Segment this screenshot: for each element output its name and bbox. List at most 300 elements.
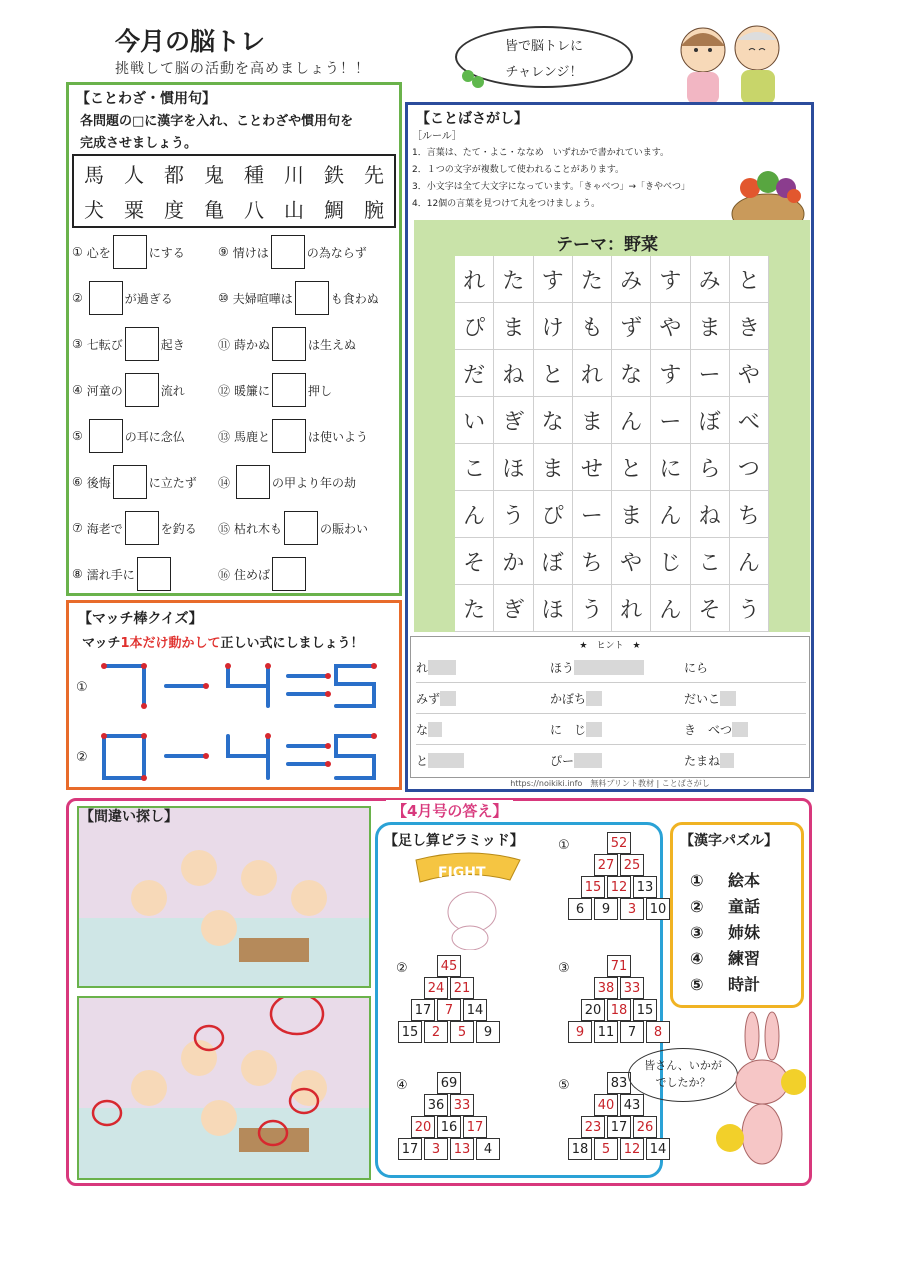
answer-box[interactable] [113, 235, 147, 269]
hint-item [684, 683, 806, 714]
word-search-cell[interactable]: ー [573, 491, 612, 538]
rabbit-cheer-illustration [716, 1010, 806, 1178]
kanji-choice: 山 [284, 198, 304, 222]
kanji-answer-word: 時計 [728, 975, 761, 994]
word-search-cell[interactable]: だ [455, 350, 494, 397]
word-search-cell[interactable]: ち [573, 538, 612, 585]
kotowaza-question [72, 278, 232, 318]
pyramid-cell: 83 [607, 1072, 631, 1094]
question-number: ⑥ [72, 475, 83, 489]
match-stick [288, 746, 328, 764]
answer-box[interactable] [272, 419, 306, 453]
question-number: ⑫ [218, 383, 231, 398]
hint-blank [428, 660, 456, 675]
kanji-answer-word: 姉妹 [728, 923, 761, 942]
question-prefix: 後悔 [86, 475, 111, 490]
word-search-cell[interactable]: ぼ [691, 397, 730, 444]
hint-text: たまね [684, 754, 721, 768]
hint-title: ★ ヒント ★ [579, 641, 641, 651]
match-stick [336, 736, 374, 778]
rules-list [412, 145, 732, 213]
word-search-cell[interactable]: こ [455, 444, 494, 491]
kanji-choice: 亀 [204, 198, 224, 222]
match-instruction-post: 正しい式にしましょう！ [220, 636, 364, 651]
hint-text: にら [684, 660, 709, 675]
hint-item [550, 652, 684, 683]
question-prefix: 夫婦喧嘩は [232, 291, 293, 306]
hint-blank [586, 722, 602, 737]
question-suffix: 起き [160, 337, 185, 352]
question-prefix: 濡れ手に [86, 567, 135, 582]
hint-item [416, 745, 550, 776]
answer-box[interactable] [284, 511, 318, 545]
question-suffix: は使いよう [308, 429, 369, 444]
hint-item [684, 652, 806, 683]
kotowaza-question [218, 232, 400, 272]
kotowaza-question [72, 370, 232, 410]
pyramid-cell: 6 [568, 898, 592, 920]
hint-text: き べつ [684, 722, 733, 737]
pyramid-cell: 25 [620, 854, 644, 876]
word-search-cell[interactable]: き [730, 303, 769, 350]
kanji-choice: 種 [244, 163, 264, 187]
kanji-answer-number: ④ [690, 949, 704, 968]
question-prefix: 住めば [234, 567, 271, 582]
hint-item [550, 683, 684, 714]
match-equations [96, 660, 392, 784]
word-search-cell[interactable]: ま [612, 491, 651, 538]
hint-text: みず [416, 691, 441, 706]
kotowaza-question [72, 462, 232, 502]
kotowaza-question [218, 370, 400, 410]
question-prefix: 情けは [232, 245, 269, 260]
pyramid-cell: 8 [646, 1021, 670, 1043]
kanji-choice: 都 [164, 163, 184, 187]
word-search-grid [455, 256, 769, 632]
bubble-line-1: 皆で脳トレに [504, 39, 583, 54]
kanji-choice: 人 [124, 163, 144, 187]
pyramid-number: ② [396, 961, 408, 976]
kanji-choice-grid [72, 154, 396, 228]
word-search-cell[interactable]: ほ [494, 444, 533, 491]
word-search-cell[interactable]: う [494, 491, 533, 538]
word-search-cell[interactable]: ぴ [455, 303, 494, 350]
word-search-cell[interactable]: せ [573, 444, 612, 491]
answer-box[interactable] [271, 235, 305, 269]
kanji-answer-row [690, 868, 760, 894]
word-search-cell[interactable]: ん [730, 538, 769, 585]
pyramid-cell: 20 [411, 1116, 435, 1138]
question-number: ① [72, 245, 83, 259]
hint-item [550, 745, 684, 776]
answer-box[interactable] [272, 327, 306, 361]
pyramid-cell: 7 [620, 1021, 644, 1043]
pyramid-number: ④ [396, 1078, 408, 1093]
word-search-cell[interactable]: う [730, 585, 769, 632]
match-q2-number: ② [76, 750, 88, 765]
kotowaza-right-column [218, 232, 400, 600]
question-number: ⑦ [72, 521, 83, 535]
kanji-answer-word: 絵本 [728, 871, 761, 890]
word-search-cell[interactable]: や [730, 350, 769, 397]
question-number: ④ [72, 383, 83, 397]
question-suffix: にする [148, 245, 185, 260]
word-search-footer: https://noikiki.info 無料プリント教材 | ことばさがし [510, 779, 710, 788]
kanji-choice: 鯛 [324, 198, 344, 222]
word-search-cell[interactable]: み [612, 256, 651, 303]
kanji-answer-row [690, 972, 760, 998]
word-search-cell[interactable]: や [651, 303, 690, 350]
word-search-cell[interactable]: す [651, 256, 690, 303]
pyramid-number: ③ [558, 961, 570, 976]
pyramid-cell: 7 [437, 999, 461, 1021]
question-suffix: が過ぎる [124, 291, 173, 306]
pyramid-cell: 18 [607, 999, 631, 1021]
hint-blank [428, 753, 464, 768]
word-search-cell[interactable]: ぎ [494, 585, 533, 632]
page-subtitle: 挑戦して脳の活動を高めましょう！！ [115, 61, 370, 77]
word-search-cell[interactable]: ず [612, 303, 651, 350]
question-number: ⑯ [218, 567, 231, 582]
word-search-cell[interactable]: ね [494, 350, 533, 397]
answer-box[interactable] [137, 557, 171, 591]
question-suffix: を釣る [160, 521, 197, 536]
rule-item: 3．小文字は全て大文字になっています。「きゃべつ」→「きやべつ」 [412, 182, 691, 192]
bubble-line-2: チャレンジ！ [505, 65, 583, 80]
rabbit-bubble-line-2: でしたか？ [655, 1076, 711, 1089]
kotowaza-left-column [72, 232, 232, 600]
page-title: 今月の脳トレ [115, 27, 266, 56]
word-search-cell[interactable]: に [651, 444, 690, 491]
hint-item [684, 714, 806, 745]
word-search-cell[interactable]: も [573, 303, 612, 350]
match-stick [228, 736, 268, 778]
word-search-cell[interactable]: と [730, 256, 769, 303]
pyramid-cell: 21 [450, 977, 474, 999]
answer-box[interactable] [272, 557, 306, 591]
question-suffix: も食わぬ [330, 291, 379, 306]
pyramid-cell: 16 [437, 1116, 461, 1138]
hint-item [416, 683, 550, 714]
word-search-cell[interactable]: そ [455, 538, 494, 585]
question-suffix: に立たず [148, 475, 197, 490]
word-search-cell[interactable]: や [612, 538, 651, 585]
match-stick [228, 666, 268, 706]
hint-item [416, 652, 550, 683]
kotowaza-question [218, 508, 400, 548]
pyramid-cell: 12 [607, 876, 631, 898]
rule-item: 4．12個の言葉を見つけて丸をつけましょう。 [412, 199, 601, 209]
pyramid-cell: 24 [424, 977, 448, 999]
word-search-cell[interactable]: ら [691, 444, 730, 491]
hint-text: と [416, 754, 429, 768]
kotowaza-question [72, 324, 232, 364]
hint-blank [732, 722, 748, 737]
kanji-puzzle-answers [690, 868, 760, 998]
pyramid-cell: 17 [411, 999, 435, 1021]
kanji-answer-number: ② [690, 897, 704, 916]
word-search-cell[interactable]: い [455, 397, 494, 444]
fight-flag-illustration [410, 850, 530, 950]
word-search-cell[interactable]: ん [612, 397, 651, 444]
word-search-cell[interactable]: み [691, 256, 730, 303]
question-prefix: 海老で [86, 521, 123, 536]
word-search-cell[interactable]: ま [573, 397, 612, 444]
kotowaza-question [218, 416, 400, 456]
answer-box[interactable] [295, 281, 329, 315]
word-search-cell[interactable]: す [651, 350, 690, 397]
answer-box[interactable] [272, 373, 306, 407]
pyramid-cell: 38 [594, 977, 618, 999]
pyramid-cell: 43 [620, 1094, 644, 1116]
word-search-cell[interactable]: ぴ [534, 491, 573, 538]
kanji-answer-row [690, 946, 760, 972]
word-search-cell[interactable]: ね [691, 491, 730, 538]
spot-difference-image-answer [77, 996, 371, 1180]
word-search-cell[interactable]: れ [612, 585, 651, 632]
question-suffix: は生えぬ [308, 337, 357, 352]
question-prefix: 蒔かぬ [234, 337, 271, 352]
kotowaza-question [218, 462, 400, 502]
pyramid-number: ① [558, 838, 570, 853]
kanji-answer-number: ③ [690, 923, 704, 942]
answer-box[interactable] [113, 465, 147, 499]
pyramid-cell: 40 [594, 1094, 618, 1116]
kotowaza-question [218, 324, 400, 364]
pyramid-cell: 26 [633, 1116, 657, 1138]
word-search-cell[interactable]: な [534, 397, 573, 444]
match-stick [104, 736, 144, 778]
kanji-answer-word: 練習 [728, 949, 761, 968]
word-search-cell[interactable]: こ [691, 538, 730, 585]
kanji-choice: 鉄 [324, 163, 344, 187]
kotowaza-question [72, 232, 232, 272]
kanji-choice: 粟 [124, 198, 144, 222]
pyramid-cell: 52 [607, 832, 631, 854]
word-search-cell[interactable]: た [573, 256, 612, 303]
word-search-cell[interactable]: べ [730, 397, 769, 444]
pyramid-cell: 15 [398, 1021, 422, 1043]
question-suffix: 流れ [160, 383, 185, 398]
word-search-cell[interactable]: ん [651, 491, 690, 538]
match-stick [288, 676, 328, 694]
hint-item [416, 714, 550, 745]
kotowaza-question [72, 554, 232, 594]
pyramid-cell: 5 [594, 1138, 618, 1160]
kanji-choice: 度 [164, 198, 184, 222]
pyramid-cell: 2 [424, 1021, 448, 1043]
clover-icon [472, 76, 484, 88]
kotowaza-question [218, 554, 400, 594]
answers-tab: 【4月号の答え】 [386, 800, 513, 821]
pyramid-cell: 3 [424, 1138, 448, 1160]
hint-text: ほう [550, 660, 575, 675]
word-search-cell[interactable]: ち [730, 491, 769, 538]
pyramid-heading: 【足し算ピラミッド】 [384, 833, 524, 849]
question-number: ⑩ [218, 291, 229, 305]
question-number: ② [72, 291, 83, 305]
pyramid-cell: 20 [581, 999, 605, 1021]
match-instruction [82, 632, 364, 651]
word-search-cell[interactable]: じ [651, 538, 690, 585]
pyramid-number: ⑤ [558, 1078, 570, 1093]
hint-blank [428, 722, 442, 737]
word-search-cell[interactable]: ま [494, 303, 533, 350]
question-suffix: の為ならず [306, 245, 367, 260]
word-search-cell[interactable]: う [573, 585, 612, 632]
hint-text: ぴー [550, 754, 575, 768]
word-search-cell[interactable]: な [612, 350, 651, 397]
pyramid-cell: 15 [633, 999, 657, 1021]
match-instruction-red: 1本だけ動かして [120, 636, 221, 651]
word-search-cell[interactable]: ー [691, 350, 730, 397]
hint-blank [574, 660, 644, 675]
hint-item [684, 745, 806, 776]
match-stick [336, 666, 374, 706]
hint-blank [720, 691, 736, 706]
pyramid-cell: 9 [594, 898, 618, 920]
elderly-couple-illustration [655, 14, 800, 104]
pyramid-cell: 14 [646, 1138, 670, 1160]
kotowaza-question [72, 416, 232, 456]
word-search-cell[interactable]: ー [651, 397, 690, 444]
hint-list [416, 652, 806, 776]
hint-blank [586, 691, 602, 706]
word-search-heading: 【ことばさがし】 [416, 111, 528, 127]
hint-blank [574, 753, 602, 768]
pyramid-cell: 9 [568, 1021, 592, 1043]
pyramid-cell: 3 [620, 898, 644, 920]
answer-box[interactable] [125, 373, 159, 407]
hint-text: な [416, 722, 429, 737]
pyramid-cell: 45 [437, 955, 461, 977]
pyramid-cell: 5 [450, 1021, 474, 1043]
pyramid-cell: 15 [581, 876, 605, 898]
kanji-choice: 犬 [84, 198, 104, 222]
answer-box[interactable] [125, 511, 159, 545]
word-search-theme: テーマ：野菜 [556, 235, 658, 255]
kanji-answer-row [690, 920, 760, 946]
kotowaza-heading: 【ことわざ・慣用句】 [76, 91, 216, 107]
word-search-cell[interactable]: ぎ [494, 397, 533, 444]
word-search-cell[interactable]: ま [691, 303, 730, 350]
word-search-cell[interactable]: つ [730, 444, 769, 491]
pyramid-cell: 33 [450, 1094, 474, 1116]
question-number: ⑪ [218, 337, 231, 352]
match-heading: 【マッチ棒クイズ】 [78, 611, 203, 627]
kotowaza-instruction-2: 完成させましょう。 [80, 136, 198, 151]
question-number: ⑮ [218, 521, 231, 536]
question-number: ⑭ [218, 475, 231, 490]
rule-item: 1．言葉は、たて・よこ・ななめ いずれかで書かれています。 [412, 148, 670, 158]
hint-text: れ [416, 660, 429, 675]
match-q1-number: ① [76, 680, 88, 695]
word-search-cell[interactable]: ぼ [534, 538, 573, 585]
pyramid-cell: 23 [581, 1116, 605, 1138]
question-suffix: の耳に念仏 [124, 429, 185, 444]
rule-label: ［ルール］ [412, 131, 462, 142]
rabbit-bubble-line-1: 皆さん、いかが [644, 1059, 722, 1072]
kanji-choice: 馬 [84, 163, 104, 187]
kanji-answer-row [690, 894, 760, 920]
question-suffix: 押し [308, 383, 333, 398]
answer-box[interactable] [236, 465, 270, 499]
pyramid-cell: 69 [437, 1072, 461, 1094]
hint-blank [720, 753, 734, 768]
question-prefix: 枯れ木も [234, 521, 283, 536]
word-search-cell[interactable]: た [494, 256, 533, 303]
question-prefix: 河童の [86, 383, 123, 398]
pyramid-cell: 11 [594, 1021, 618, 1043]
pyramid-cell: 4 [476, 1138, 500, 1160]
kanji-choice: 先 [364, 163, 384, 187]
word-search-cell[interactable]: そ [691, 585, 730, 632]
match-stick [104, 666, 144, 706]
pyramid-cell: 17 [607, 1116, 631, 1138]
answer-box[interactable] [125, 327, 159, 361]
question-prefix: 馬鹿と [234, 429, 271, 444]
pyramid-cell: 27 [594, 854, 618, 876]
word-search-cell[interactable]: れ [573, 350, 612, 397]
question-number: ⑧ [72, 567, 83, 581]
word-search-cell[interactable]: れ [455, 256, 494, 303]
question-number: ⑬ [218, 429, 231, 444]
kanji-choice: 川 [284, 163, 304, 187]
pyramid-cell: 17 [463, 1116, 487, 1138]
question-number: ⑨ [218, 245, 229, 259]
pyramid-cell: 17 [398, 1138, 422, 1160]
hint-text: かぼち [550, 691, 587, 706]
question-suffix: の甲より年の劫 [272, 475, 357, 490]
kanji-answer-number: ① [690, 871, 704, 890]
question-number: ⑤ [72, 429, 83, 443]
match-instruction-pre: マッチ [82, 636, 121, 651]
kanji-puzzle-heading: 【漢字パズル】 [680, 833, 778, 849]
word-search-cell[interactable]: た [455, 585, 494, 632]
word-search-cell[interactable]: ん [455, 491, 494, 538]
word-search-cell[interactable]: け [534, 303, 573, 350]
word-search-cell[interactable]: ま [534, 444, 573, 491]
kanji-choice: 鬼 [204, 163, 224, 187]
kotowaza-question [218, 278, 400, 318]
hint-item [550, 714, 684, 745]
pyramid-cell: 13 [450, 1138, 474, 1160]
hint-text: だいこ [684, 691, 721, 706]
pyramid-cell: 18 [568, 1138, 592, 1160]
pyramid-cell: 14 [463, 999, 487, 1021]
pyramid-cell: 10 [646, 898, 670, 920]
question-suffix: の賑わい [320, 521, 369, 536]
question-number: ③ [72, 337, 83, 351]
answer-box[interactable] [89, 419, 123, 453]
word-search-cell[interactable]: す [534, 256, 573, 303]
word-search-cell[interactable]: と [612, 444, 651, 491]
word-search-cell[interactable]: ほ [534, 585, 573, 632]
pyramid-cell: 71 [607, 955, 631, 977]
question-prefix: 心を [86, 245, 111, 260]
answer-box[interactable] [89, 281, 123, 315]
hint-blank [440, 691, 456, 706]
kanji-choice: 八 [244, 198, 264, 222]
kotowaza-question [72, 508, 232, 548]
word-search-cell[interactable]: か [494, 538, 533, 585]
rule-item: 2．１つの文字が複数して使われることがあります。 [412, 165, 625, 175]
pyramid-cell: 13 [633, 876, 657, 898]
word-search-cell[interactable]: ん [651, 585, 690, 632]
word-search-cell[interactable]: と [534, 350, 573, 397]
kanji-choice: 腕 [364, 198, 384, 222]
pyramid-cell: 36 [424, 1094, 448, 1116]
